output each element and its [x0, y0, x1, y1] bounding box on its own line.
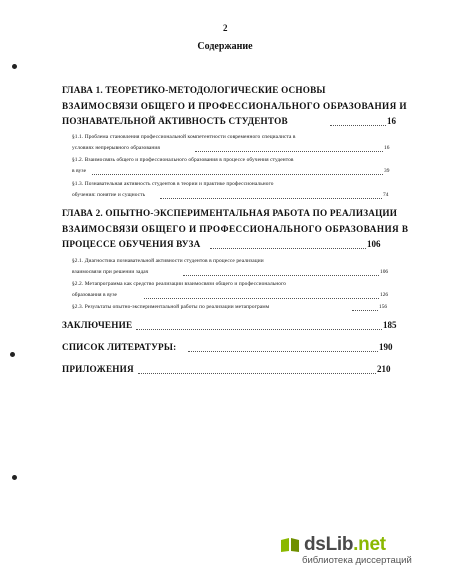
- section-line: §2.3. Результаты опытно-экспериментальной работы по реализации метапрограмм: [72, 304, 270, 310]
- section-page: 39: [384, 168, 390, 174]
- references-label: СПИСОК ЛИТЕРАТУРЫ:: [62, 342, 177, 352]
- section-line: условиях непрерывного образования: [72, 145, 160, 151]
- watermark-logo: dsLib.net: [304, 534, 386, 555]
- chapter-1-line-2: ВЗАИМОСВЯЗИ ОБЩЕГО И ПРОФЕССИОНАЛЬНОГО ОБРАЗОВАНИЯ И: [62, 101, 407, 111]
- leader-dots: [210, 248, 366, 249]
- page-number: 2: [223, 23, 228, 33]
- leader-dots: [352, 310, 378, 311]
- leader-dots: [195, 151, 383, 152]
- appendices-page: 210: [377, 364, 391, 374]
- appendices-label: ПРИЛОЖЕНИЯ: [62, 364, 134, 374]
- chapter-1-line-3: ПОЗНАВАТЕЛЬНОЙ АКТИВНОСТЬ СТУДЕНТОВ: [62, 116, 288, 126]
- punch-hole-mark: [12, 64, 17, 69]
- section-page: 74: [383, 192, 389, 198]
- section-line: §2.1. Диагностика познавательной активности студентов в процессе реализации: [72, 258, 264, 264]
- watermark-subtitle: библиотека диссертаций: [302, 555, 412, 566]
- conclusion-page: 185: [383, 320, 397, 330]
- leader-dots: [136, 329, 382, 330]
- section-line: взаимосвязи при решении задач: [72, 269, 149, 275]
- chapter-2-page: 106: [367, 239, 381, 249]
- chapter-1-line-1: ГЛАВА 1. ТЕОРЕТИКО-МЕТОДОЛОГИЧЕСКИЕ ОСНОВЫ: [62, 85, 326, 95]
- dslib-watermark: [280, 534, 430, 568]
- section-page: 156: [379, 304, 388, 310]
- section-page: 106: [380, 269, 389, 275]
- leader-dots: [138, 373, 376, 374]
- section-line: §1.2. Взаимосвязь общего и профессионального образования в процессе обучения студентов: [72, 157, 294, 163]
- leader-dots: [330, 125, 386, 126]
- section-line: §2.2. Метапрограмма как средство реализации взаимосвязи общего и профессионального: [72, 281, 287, 287]
- punch-hole-mark: [12, 475, 17, 480]
- section-line: §1.3. Познавательная активность студентов в теории и практике профессионального: [72, 181, 274, 187]
- book-logo-icon: [280, 537, 300, 553]
- conclusion-label: ЗАКЛЮЧЕНИЕ: [62, 320, 133, 330]
- toc-title: Содержание: [197, 41, 253, 52]
- leader-dots: [183, 275, 379, 276]
- punch-hole-mark: [10, 352, 15, 357]
- section-line: в вузе: [72, 168, 87, 174]
- section-line: образования в вузе: [72, 292, 118, 298]
- references-page: 190: [379, 342, 393, 352]
- section-page: 126: [380, 292, 389, 298]
- chapter-2-line-2: ВЗАИМОСВЯЗИ ОБЩЕГО И ПРОФЕССИОНАЛЬНОГО ОБРАЗОВАНИЯ В: [62, 224, 409, 234]
- leader-dots: [188, 351, 378, 352]
- section-line: §1.1. Проблема становления профессиональной компетентности современного специалиста в: [72, 134, 296, 140]
- leader-dots: [92, 174, 383, 175]
- chapter-2-line-1: ГЛАВА 2. ОПЫТНО-ЭКСПЕРИМЕНТАЛЬНАЯ РАБОТА ПО РЕАЛИЗАЦИИ: [62, 208, 398, 218]
- chapter-2-line-3: ПРОЦЕССЕ ОБУЧЕНИЯ ВУЗА: [62, 239, 201, 249]
- leader-dots: [160, 198, 382, 199]
- leader-dots: [144, 298, 379, 299]
- chapter-1-page: 16: [387, 116, 396, 126]
- section-page: 16: [384, 145, 390, 151]
- section-line: обучения: понятие и сущность: [72, 192, 146, 198]
